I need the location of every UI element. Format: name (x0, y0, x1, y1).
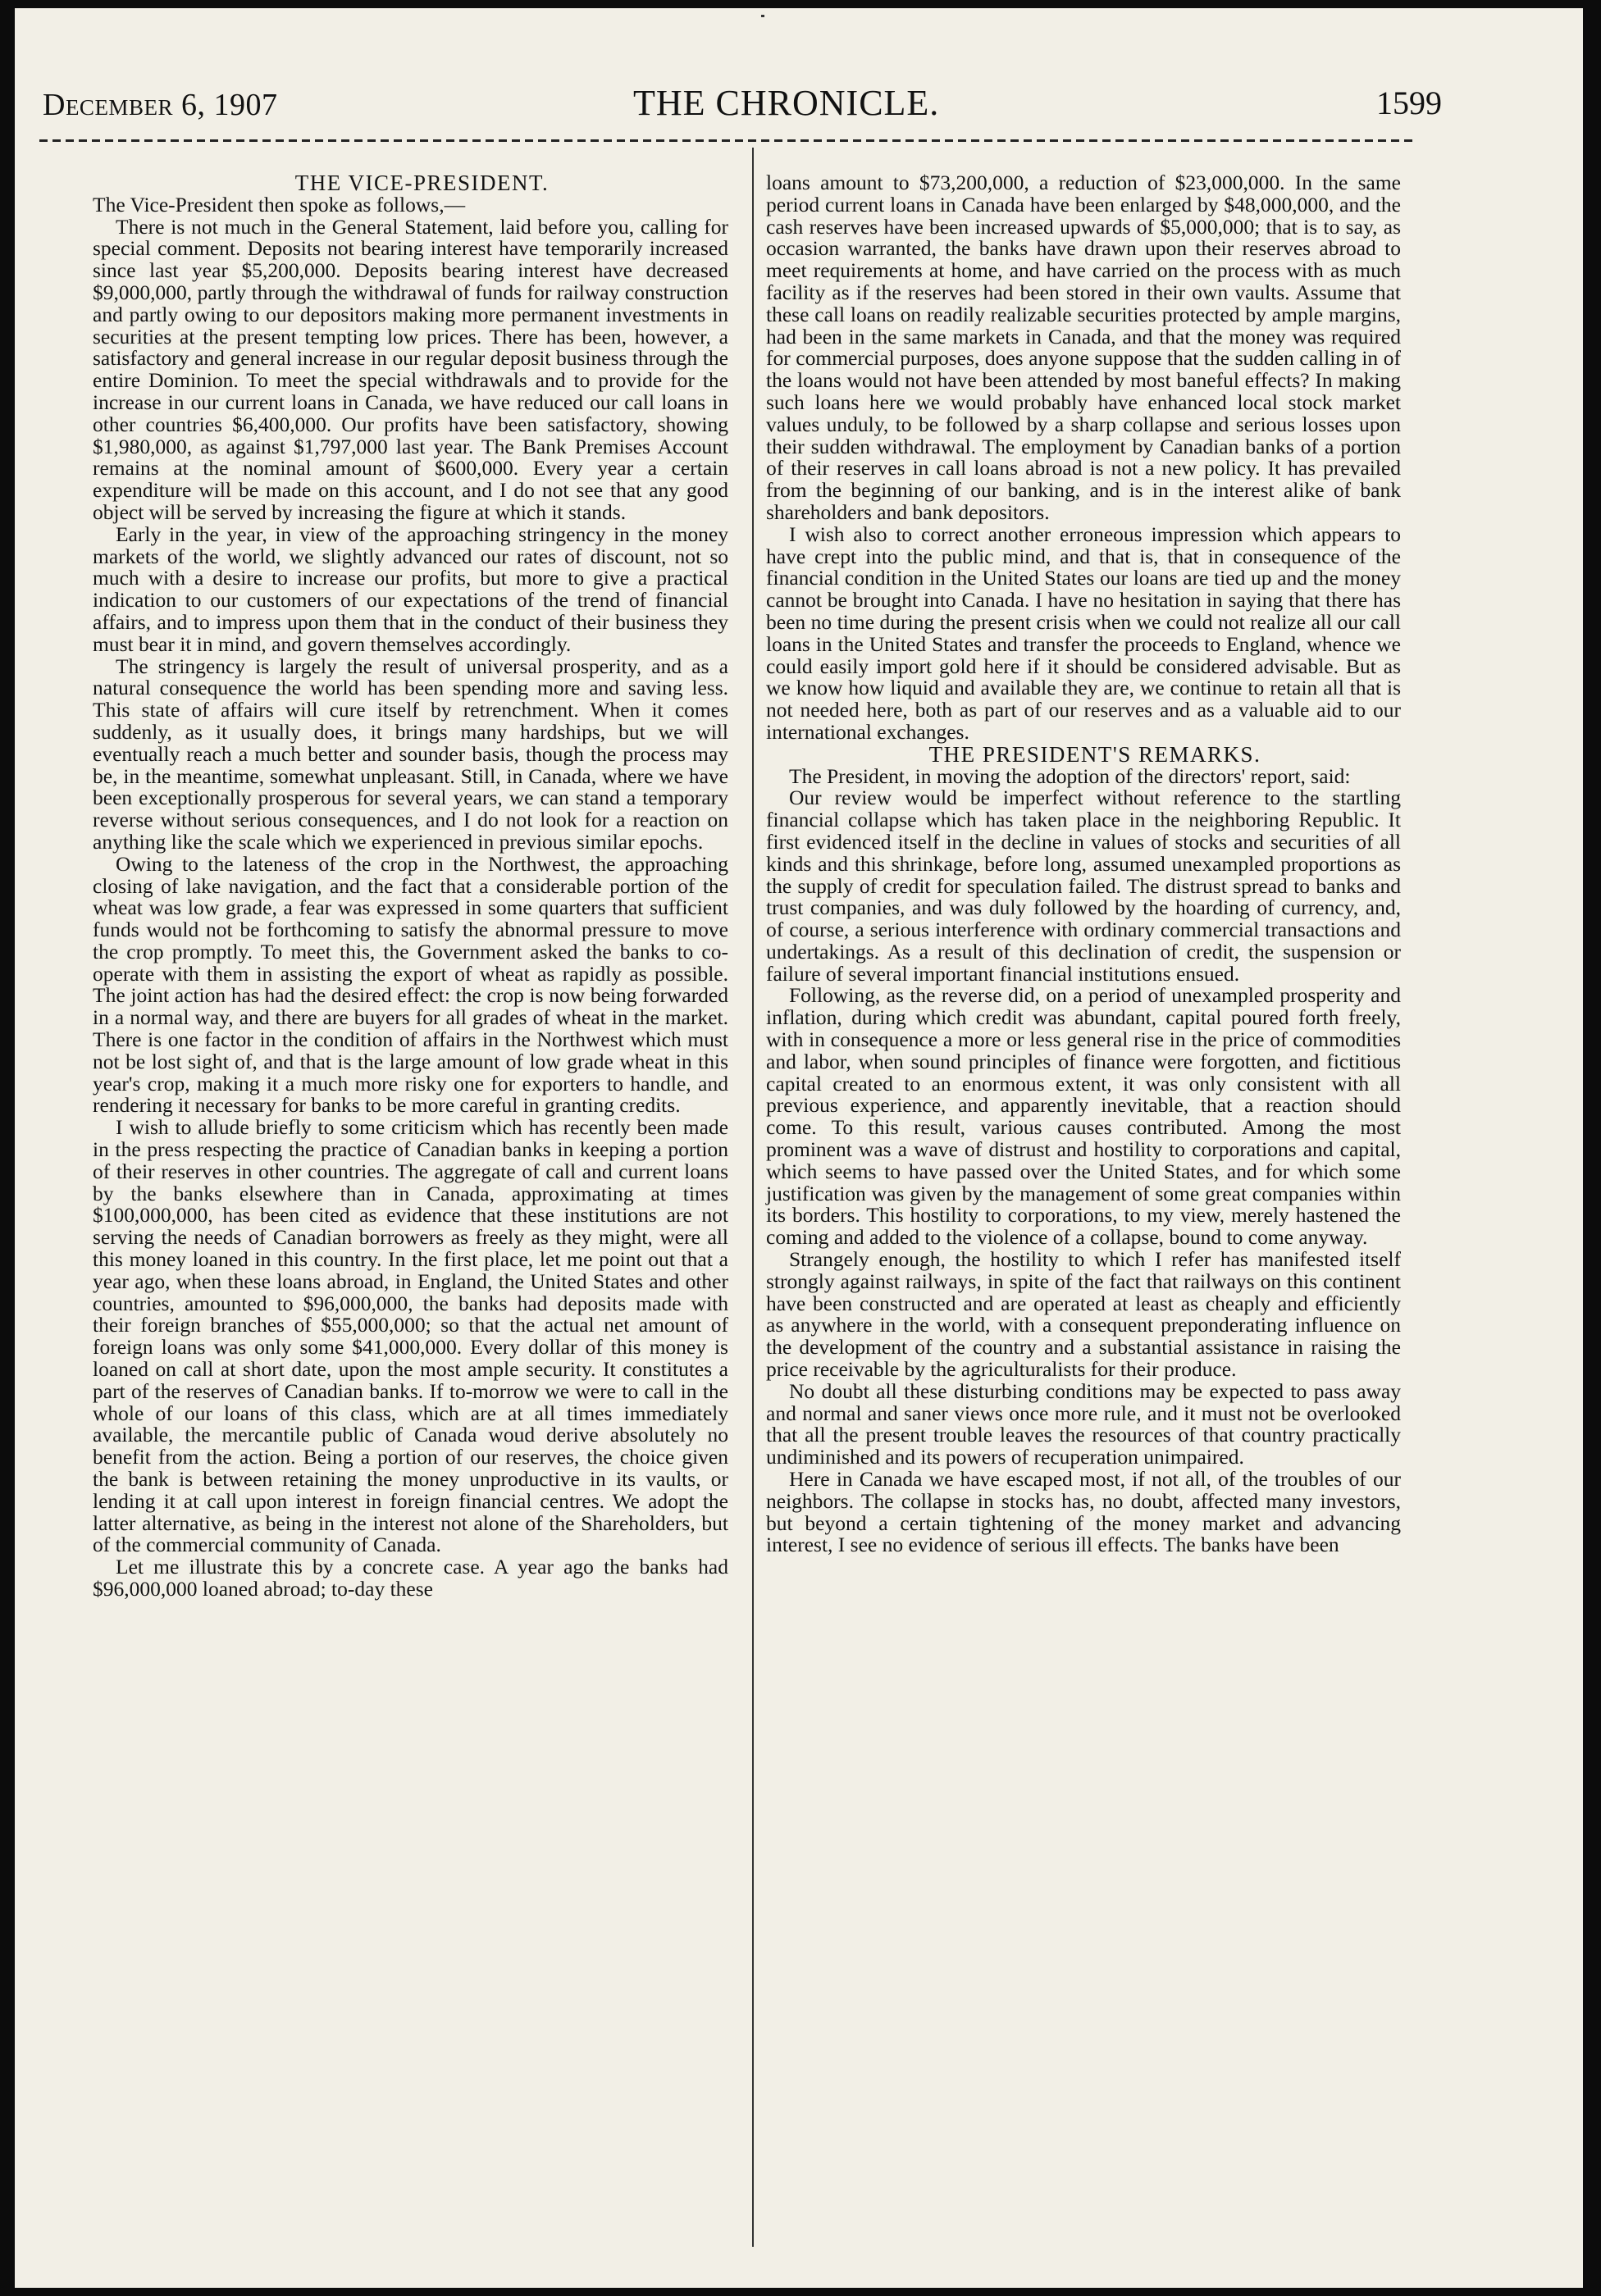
header-title: THE CHRONICLE. (633, 83, 940, 123)
newspaper-page (15, 8, 1583, 2288)
print-speck (761, 15, 764, 17)
paragraph: loans amount to $73,200,000, a reduction of $23,000,000. In the same period current loans in Canada have been enlarged by $48,000,000, and the cash reserves have been increased upwards of $5,000,000; that is to say, as occasion warranted, the banks have drawn upon their reserves abroad to meet requirements at home, and have carried on the process with as much facility as if the reserves had been stored in their own vaults. Assume that these call loans on readily realizable securities protected by ample margins, had been in the same markets in Canada, and that the money was required for commercial purposes, does anyone suppose that the sudden calling in of the loans would not have been attended by most baneful effects? In making such loans here we would probably have enhanced local stock market values unduly, to be followed by a sharp collapse and serious losses upon their sudden withdrawal. The employment by Canadian banks of a portion of their reserves in call loans abroad is not a new policy. It has prevailed from the beginning of our banking, and is in the interest alike of bank shareholders and bank depositors. (766, 171, 1401, 524)
paragraph: No doubt all these disturbing conditions may be expected to pass away and normal and saner views once more rule, and it must not be overlooked that all the present trouble leaves the resources of that country practically undiminished and its powers of recuperation unimpaired. (766, 1378, 1401, 1469)
left-column (93, 172, 728, 1601)
paragraph: Following, as the reverse did, on a period of unexampled prosperity and inflation, during which credit was abundant, capital poured forth freely, with in consequence a more or less general rise in the price of commodities and labor, when sound principles of finance were forgotten, and fictitious capital created to an enormous extent, it was only consistent with all previous experience, and apparently inevitable, that a reaction should come. To this result, various causes contributed. Among the most prominent was a wave of distrust and hostility to corporations and capital, which seems to have passed over the United States, and for which some justification was given by the management of some great companies within its borders. This hostility to corporations, to my view, merely hastened the coming and added to the violence of a collapse, bound to come anyway. (766, 983, 1401, 1250)
paragraph: Here in Canada we have escaped most, if not all, of the troubles of our neighbors. The collapse in stocks has, no doubt, affected many investors, but beyond a certain tightening of the money market and advancing interest, I see no evidence of serious ill effects. The banks have been (766, 1467, 1401, 1557)
paragraph: The Vice-President then spoke as follows,— (93, 192, 466, 216)
column-divider (752, 148, 754, 2247)
paragraph: The stringency is largely the result of universal prosperity, and as a natural consequence the world has been spending more and saving less. This state of affairs will cure itself by retrenchment. When it comes suddenly, as it usually does, it brings many hardships, but we will eventually reach a much better and sounder basis, though the process may be, in the meantime, somewhat unpleasant. Still, in Canada, where we have been exceptionally prosperous for several years, we can stand a temporary reverse without serious consequences, and I do not look for a reaction on anything like the scale which we experienced in previous similar epochs. (93, 654, 728, 854)
paragraph: There is not much in the General Statement, laid before you, calling for special comment. Deposits not bearing interest have temporarily increased since last year $5,200,000. Deposits bearing interest have decreased $9,000,000, partly through the withdrawal of funds for railway construction and partly owing to our depositors making more permanent investments in securities at the present tempting low prices. There has been, however, a satisfactory and general increase in our regular deposit business through the entire Dominion. To meet the special withdrawals and to provide for the increase in our current loans in Canada, we have reduced our call loans in other countries $6,400,000. Our profits have been satisfactory, showing $1,980,000, as against $1,797,000 last year. The Bank Premises Account remains at the nominal amount of $600,000. Every year a certain expenditure will be made on this account, and I do not see that any good object will be served by increasing the figure at which it stands. (93, 214, 728, 524)
vice-president-heading: THE VICE-PRESIDENT. (294, 171, 550, 195)
paragraph: I wish also to correct another erroneous impression which appears to have crept into the public mind, and that is, that in consequence of the financial condition in the United States our loans are tied up and the money cannot be brought into Canada. I have no hesitation in saying that there has been no time during the present crisis when we could not realize all our call loans in the United States and transfer the proceeds to England, whence we could easily import gold here if it should be considered advisable. But as we know how liquid and available they are, we continue to retain all that is not needed here, both as part of our reserves and as a valuable aid to our international exchanges. (766, 522, 1401, 744)
right-column (766, 172, 1401, 1556)
presidents-remarks-heading: THE PRESIDENT'S REMARKS. (928, 741, 1261, 767)
paragraph: Strangely enough, the hostility to which I refer has manifested itself strongly against railways, in spite of the fact that railways on this continent have been constructed and are operated at least as cheaply and efficiently as anywhere in the world, with a consequent preponderating influence on the development of the country and a substantial assistance in raising the price receivable by the agriculturalists for their produce. (766, 1247, 1401, 1382)
paragraph: Early in the year, in view of the approaching stringency in the money markets of the world, we slightly advanced our rates of discount, not so much with a desire to increase our profits, but more to give a practical indication to our customers of our expectations of the trend of financial affairs, and to impress upon them that in the conduct of their business they must bear it in mind, and govern themselves accordingly. (93, 522, 728, 656)
paragraph: Our review would be imperfect without reference to the startling financial collapse which has taken place in the neighboring Republic. It first evidenced itself in the decline in values of stocks and securities of all kinds and this shrinkage, before long, assumed unexampled proportions as the supply of credit for speculation failed. The distrust spread to banks and trust companies, and was duly followed by the hoarding of currency, and, of course, a serious interference with ordinary commercial transactions and undertakings. As a result of this declination of credit, the suspension or failure of several important financial institutions ensued. (766, 786, 1401, 986)
paragraph: The President, in moving the adoption of the directors' report, said: (789, 763, 1351, 788)
paragraph: I wish to allude briefly to some criticism which has recently been made in the press respecting the practice of Canadian banks in keeping a portion of their reserves in other countries. The aggregate of call and current loans by the banks elsewhere than in Canada, approximating at times $100,000,000, has been cited as evidence that these institutions are not serving the needs of Canadian borrowers as freely as they might, were all this money loaned in this country. In the first place, let me point out that a year ago, when these loans abroad, in England, the United States and other countries, amounted to $96,000,000, the banks had deposits made with their foreign branches of $55,000,000; so that the actual net amount of foreign loans was only some $41,000,000. Every dollar of this money is loaned on call at short date, upon the most ample security. It constitutes a part of the reserves of Canadian banks. If to-morrow we were to call in the whole of our loans of this class, which are at all times immediately available, the mercantile public of Canada woud derive absolutely no benefit from the action. Being a portion of our reserves, the choice given the bank is between retaining the money unproductive in its vaults, or lending it at call upon interest in foreign financial centres. We adopt the latter alternative, as being in the interest not alone of the Shareholders, but of the commercial community of Canada. (93, 1115, 728, 1557)
paragraph: Let me illustrate this by a concrete case. A year ago the banks had $96,000,000 loaned abroad; to-day these (93, 1555, 728, 1601)
header-date: December 6, 1907 (43, 88, 278, 122)
page-header (43, 79, 1442, 136)
header-rule (39, 139, 1417, 142)
page-number: 1599 (1376, 84, 1442, 121)
paragraph: Owing to the lateness of the crop in the Northwest, the approaching closing of lake navigation, and the fact that a considerable portion of the wheat was low grade, a fear was expressed in some quarters that sufficient funds would not be forthcoming to satisfy the abnormal pressure to move the crop promptly. To meet this, the Government asked the banks to co-operate with them in assisting the export of wheat as rapidly as possible. The joint action has had the desired effect: the crop is now being forwarded in a normal way, and there are buyers for all grades of wheat in the market. There is one factor in the condition of affairs in the Northwest which must not be lost sight of, and that is the large amount of low grade wheat in this year's crop, making it a much more risky one for exporters to handle, and rendering it necessary for banks to be more careful in granting credits. (93, 851, 728, 1118)
